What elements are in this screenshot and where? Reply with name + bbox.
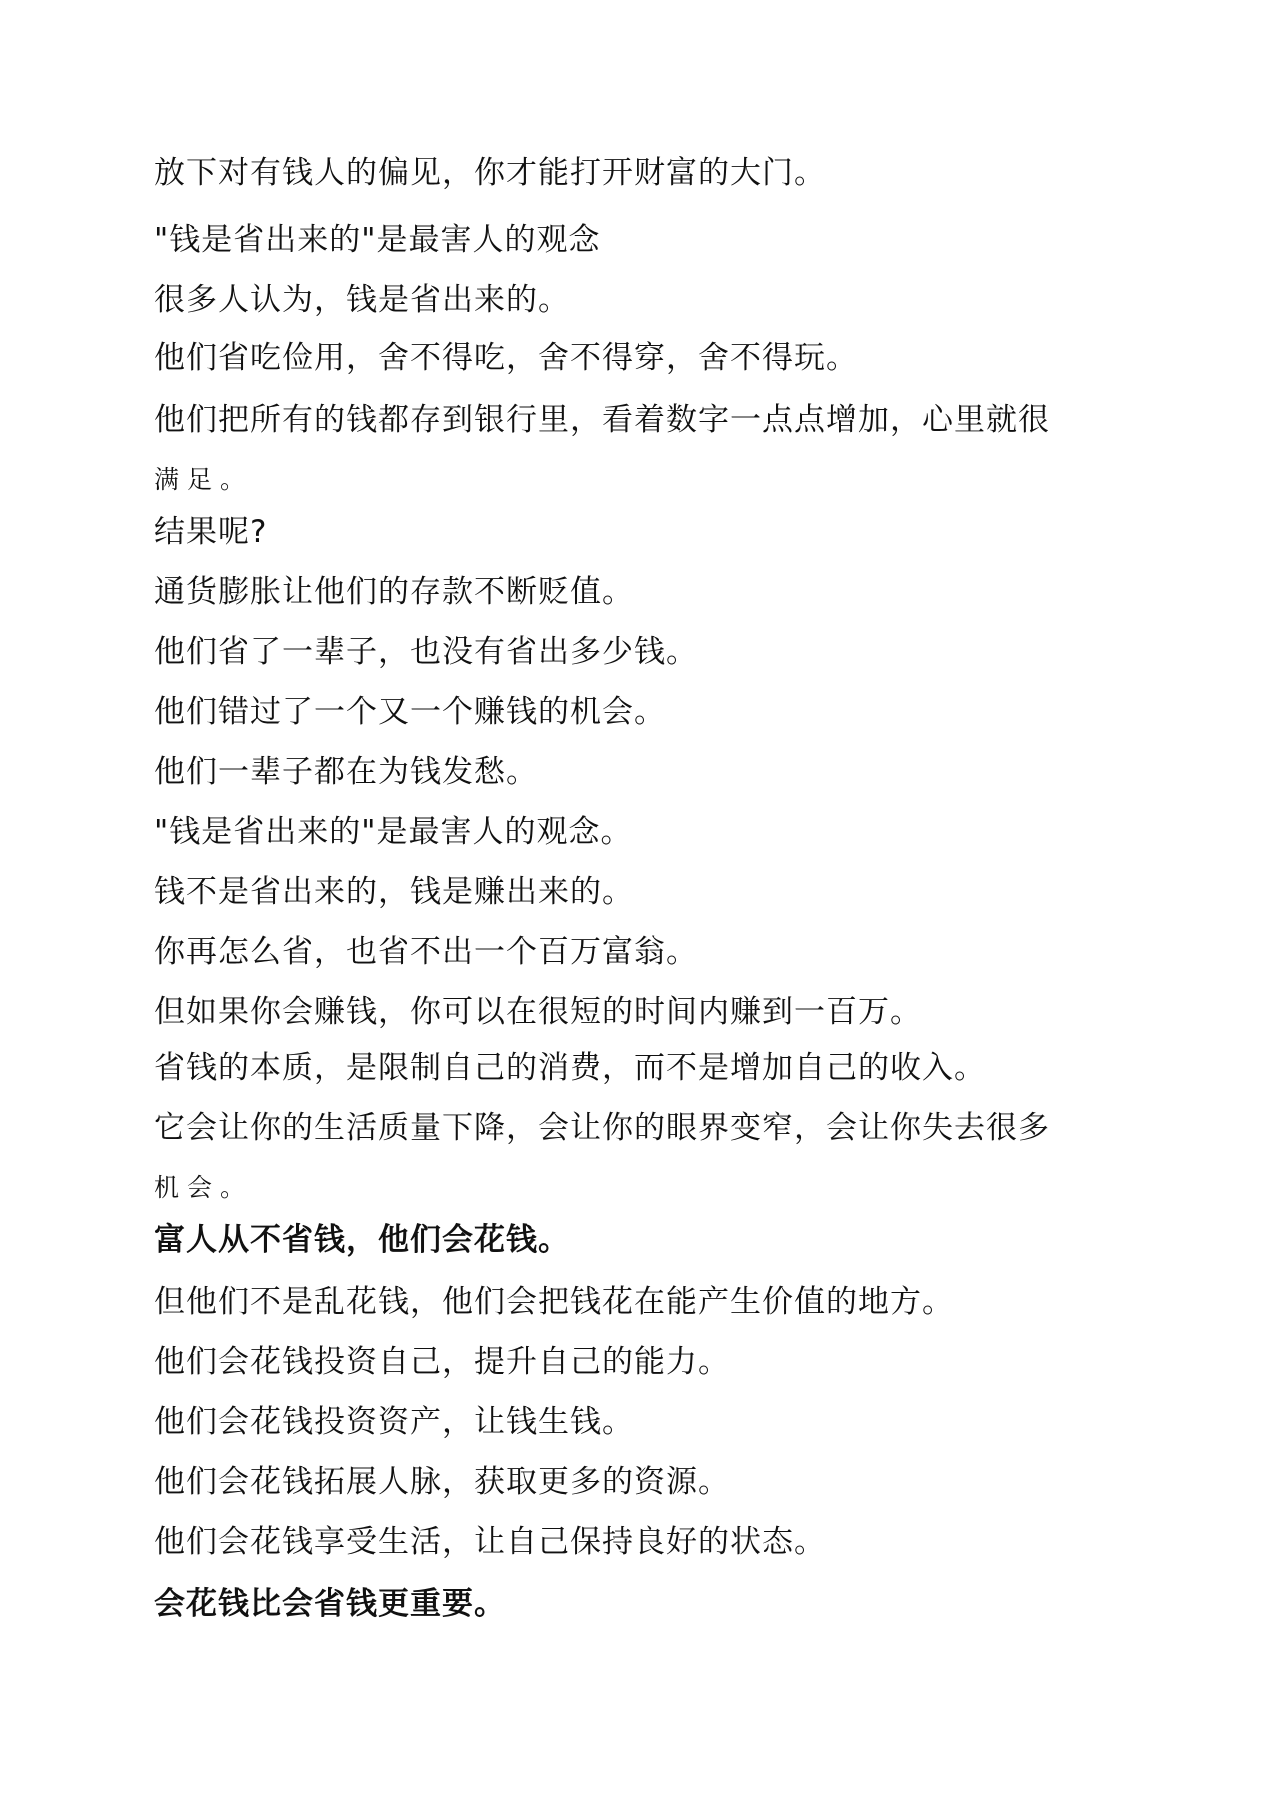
text-line: "钱是省出来的"是最害人的观念。 — [154, 814, 633, 850]
text-line: 他们会花钱投资资产，让钱生钱。 — [154, 1404, 634, 1440]
text-line: 但他们不是乱花钱，他们会把钱花在能产生价值的地方。 — [154, 1284, 954, 1320]
text-line: 很多人认为，钱是省出来的。 — [154, 282, 570, 318]
text-line: 他们会花钱享受生活，让自己保持良好的状态。 — [154, 1524, 826, 1560]
text-line-continuation: 机会。 — [154, 1173, 254, 1202]
section-heading: "钱是省出来的"是最害人的观念 — [154, 222, 601, 258]
text-line: 结果呢? — [154, 514, 268, 550]
text-line: 他们一辈子都在为钱发愁。 — [154, 754, 538, 790]
text-line: 放下对有钱人的偏见，你才能打开财富的大门。 — [154, 155, 826, 191]
text-line: 你再怎么省，也省不出一个百万富翁。 — [154, 934, 698, 970]
text-line: 他们会花钱拓展人脉，获取更多的资源。 — [154, 1464, 730, 1500]
text-line: 他们会花钱投资自己，提升自己的能力。 — [154, 1344, 730, 1380]
bold-statement: 富人从不省钱，他们会花钱。 — [154, 1222, 570, 1258]
text-line: 但如果你会赚钱，你可以在很短的时间内赚到一百万。 — [154, 994, 922, 1030]
text-line: 钱不是省出来的，钱是赚出来的。 — [154, 874, 634, 910]
text-line: 他们省吃俭用，舍不得吃，舍不得穿，舍不得玩。 — [154, 340, 858, 376]
text-line: 它会让你的生活质量下降，会让你的眼界变窄，会让你失去很多 — [154, 1110, 1050, 1146]
bold-conclusion: 会花钱比会省钱更重要。 — [154, 1586, 506, 1622]
text-line: 他们把所有的钱都存到银行里，看着数字一点点增加，心里就很 — [154, 402, 1050, 438]
text-line: 通货膨胀让他们的存款不断贬值。 — [154, 574, 634, 610]
text-line: 省钱的本质，是限制自己的消费，而不是增加自己的收入。 — [154, 1050, 986, 1086]
text-line: 他们错过了一个又一个赚钱的机会。 — [154, 694, 666, 730]
text-line: 他们省了一辈子，也没有省出多少钱。 — [154, 634, 698, 670]
text-line-continuation: 满足。 — [154, 465, 254, 494]
